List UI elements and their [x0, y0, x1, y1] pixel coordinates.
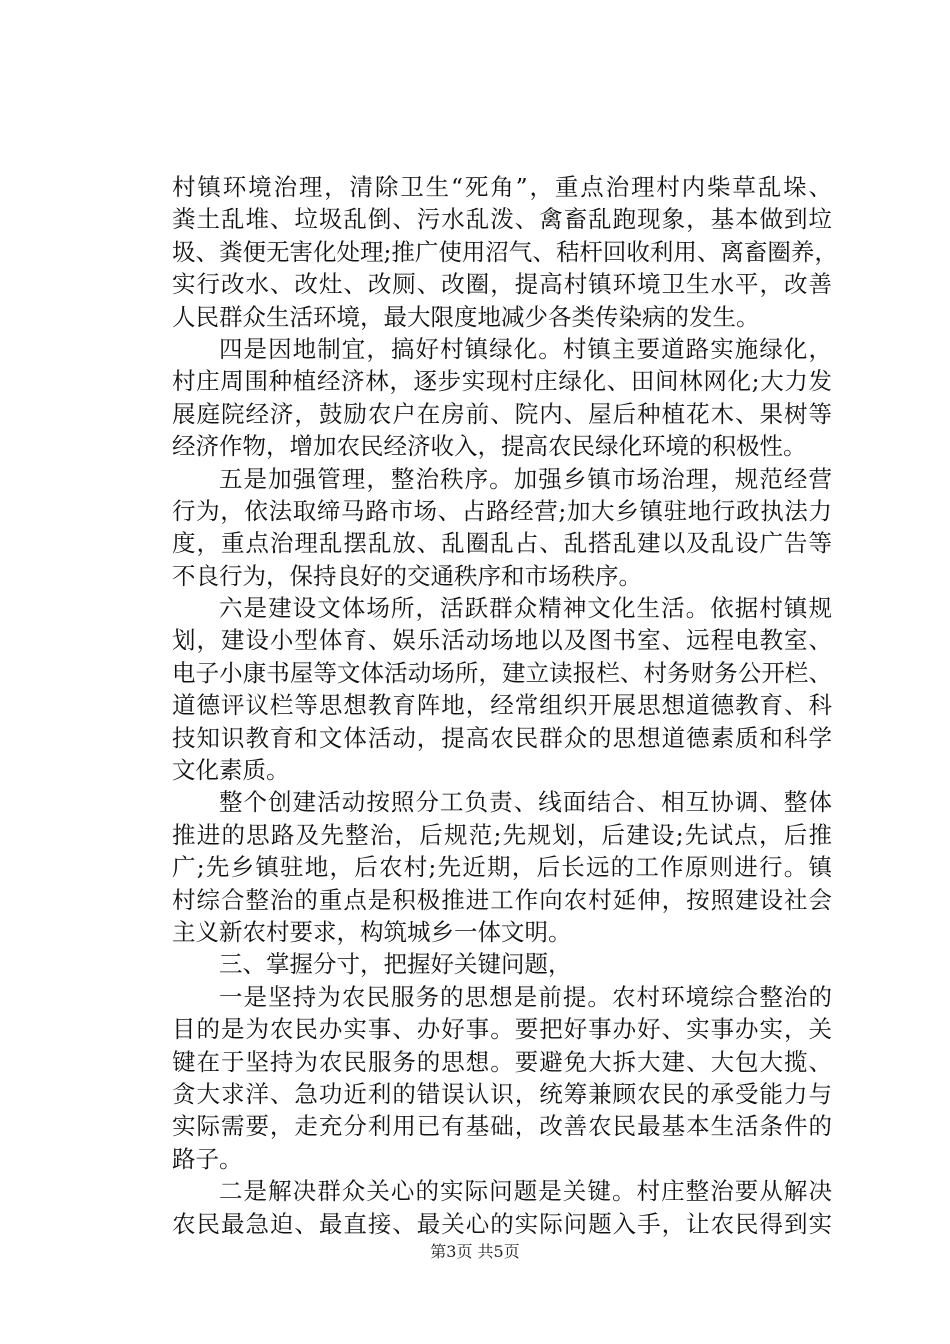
text-line: 六是建设文体场所，活跃群众精神文化生活。依据村镇规 [219, 594, 832, 623]
text-line: 贪大求洋、急功近利的错误认识，统筹兼顾农民的承受能力与 [172, 1079, 832, 1108]
text-line: 度，重点治理乱摆乱放、乱圈乱占、乱搭乱建以及乱设广告等 [172, 529, 832, 558]
text-line: 道德评议栏等思想教育阵地，经常组织开展思想道德教育、科 [172, 691, 832, 720]
text-line: 主义新农村要求，构筑城乡一体文明。 [172, 917, 572, 946]
text-line: 电子小康书屋等文体活动场所，建立读报栏、村务财务公开栏、 [172, 658, 832, 687]
text-line: 推进的思路及先整治，后规范;先规划，后建设;先试点，后推 [172, 820, 832, 849]
text-line: 经济作物，增加农民经济收入，提高农民绿化环境的积极性。 [172, 432, 807, 461]
document-body [172, 171, 838, 1240]
text-line: 实际需要，走充分利用已有基础，改善农民最基本生活条件的 [172, 1112, 832, 1141]
text-line: 划，建设小型体育、娱乐活动场地以及图书室、远程电教室、 [172, 626, 832, 655]
text-line: 实行改水、改灶、改厕、改圈，提高村镇环境卫生水平，改善 [172, 270, 832, 299]
text-line: 目的是为农民办实事、办好事。要把好事办好、实事办实，关 [172, 1015, 832, 1044]
text-line: 粪土乱堆、垃圾乱倒、污水乱泼、禽畜乱跑现象，基本做到垃 [172, 205, 832, 234]
text-line: 文化素质。 [172, 756, 290, 785]
text-line: 圾、粪便无害化处理;推广使用沼气、秸杆回收利用、离畜圈养， [172, 237, 838, 266]
text-line: 一是坚持为农民服务的思想是前提。农村环境综合整治的 [219, 982, 832, 1011]
text-line: 二是解决群众关心的实际问题是关键。村庄整治要从解决 [219, 1177, 832, 1206]
text-line: 村镇环境治理，清除卫生“死角”，重点治理村内柴草乱垛、 [172, 173, 832, 201]
text-line: 技知识教育和文体活动，提高农民群众的思想道德素质和科学 [172, 723, 832, 752]
text-line: 农民最急迫、最直接、最关心的实际问题入手，让农民得到实 [172, 1209, 832, 1238]
text-line: 人民群众生活环境，最大限度地减少各类传染病的发生。 [172, 302, 760, 331]
text-line: 广;先乡镇驻地，后农村;先近期，后长远的工作原则进行。镇 [172, 853, 832, 882]
text-line: 不良行为，保持良好的交通秩序和市场秩序。 [172, 561, 642, 590]
text-line: 键在于坚持为农民服务的思想。要避免大拆大建、大包大揽、 [172, 1047, 832, 1076]
text-line: 行为，依法取缔马路市场、占路经营;加大乡镇驻地行政执法力 [172, 496, 832, 525]
page-footer: 第3页 共5页 [430, 1242, 520, 1261]
text-line: 路子。 [172, 1144, 243, 1173]
text-line: 五是加强管理，整治秩序。加强乡镇市场治理，规范经营 [219, 464, 832, 493]
text-line: 展庭院经济，鼓励农户在房前、院内、屋后种植花木、果树等 [172, 399, 832, 428]
text-line: 村综合整治的重点是积极推进工作向农村延伸，按照建设社会 [172, 885, 832, 914]
text-line: 三、掌握分寸，把握好关键问题， [219, 950, 572, 979]
text-line: 村庄周围种植经济林，逐步实现村庄绿化、田间林网化;大力发 [172, 367, 832, 396]
text-line: 整个创建活动按照分工负责、线面结合、相互协调、整体 [219, 788, 832, 817]
text-line: 四是因地制宜，搞好村镇绿化。村镇主要道路实施绿化， [219, 334, 832, 363]
